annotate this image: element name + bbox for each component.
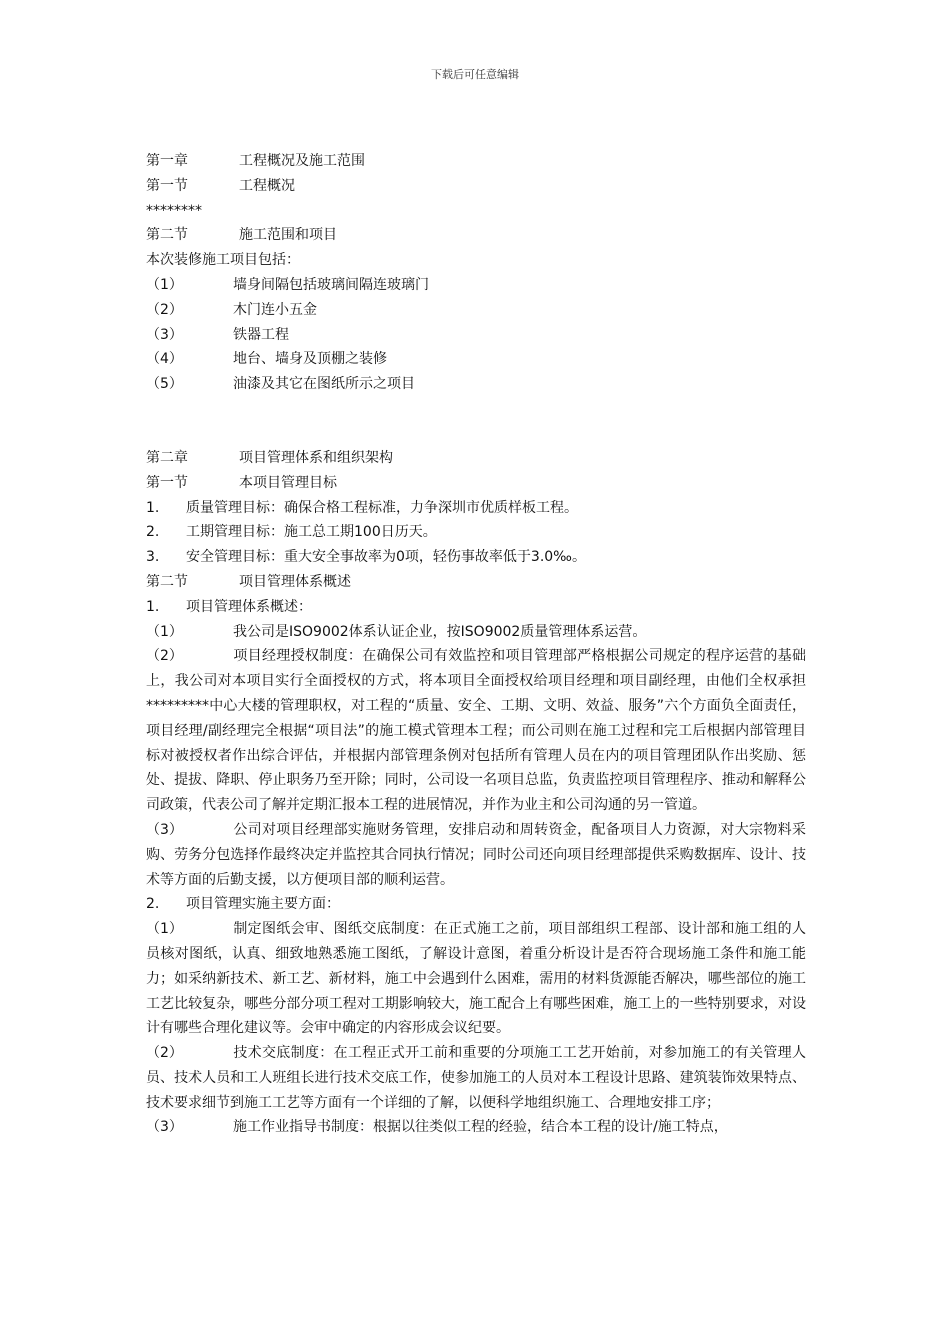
item-number: （4） xyxy=(146,351,183,368)
subheading-number: 2. xyxy=(146,896,160,913)
paragraph-number: （3） xyxy=(146,821,183,838)
section-title: 本项目管理目标 xyxy=(239,474,337,491)
goal-number: 3. xyxy=(146,549,160,566)
list-item xyxy=(146,323,806,348)
paragraph xyxy=(146,818,806,892)
section-label: 第一节 xyxy=(146,474,188,491)
paragraph xyxy=(146,1115,806,1140)
section-label: 第一节 xyxy=(146,177,188,194)
section-title: 工程概况 xyxy=(239,177,295,194)
chapter-label: 第一章 xyxy=(146,153,188,169)
paragraph xyxy=(146,1041,806,1115)
goal-text: 安全管理目标：重大安全事故率为0项，轻伤事故率低于3.0‰。 xyxy=(186,549,586,566)
paragraph xyxy=(146,620,806,645)
subheading-text: 项目管理体系概述： xyxy=(186,598,312,615)
paragraph-text: 项目经理授权制度：在确保公司有效监控和项目管理部严格根据公司规定的程序运营的基础上，我公司对本项目实行全面授权的方式，将本项目全面授权给项目经理和项目副经理，由他们全权承担*********中心大楼的管理职权，对工程的“质量、安全、工期、文明、效益、服务”六个方面负全面责任，项目经理/副经理完全根据“项目法”的施工模式管理本工程；而公司则在施工过程和完工后根据内部管理目标对被授权者作出综合评估，并根据内部管理条例对包括所有管理人员在内的项目管理团队作出奖励、惩处、提拔、降职、停止职务乃至开除；同时，公司设一名项目总监，负责监控项目管理程序、推动和解释公司政策，代表公司了解并定期汇报本工程的进展情况，并作为业主和公司沟通的另一管道。 xyxy=(146,648,806,814)
item-number: （3） xyxy=(146,326,183,343)
item-number: （2） xyxy=(146,301,183,318)
goal-number: 1. xyxy=(146,499,160,516)
section-label: 第二节 xyxy=(146,573,188,590)
item-number: （5） xyxy=(146,376,183,393)
paragraph-text: 技术交底制度：在工程正式开工前和重要的分项施工工艺开始前，对参加施工的有关管理人员、技术人员和工人班组长进行技术交底工作，使参加施工的人员对本工程设计思路、建筑装饰效果特点、技术要求细节到施工工艺等方面有一个详细的了解，以便科学地组织施工、合理地安排工序； xyxy=(146,1045,806,1111)
subheading xyxy=(146,892,806,917)
subheading-number: 1. xyxy=(146,598,160,615)
paragraph-text: 我公司是ISO9002体系认证企业，按ISO9002质量管理体系运营。 xyxy=(233,623,647,640)
section-title: 项目管理体系概述 xyxy=(239,573,351,590)
item-number: （1） xyxy=(146,276,183,293)
paragraph xyxy=(146,644,806,818)
section-heading xyxy=(146,570,806,595)
list-item xyxy=(146,347,806,372)
goal-text: 工期管理目标：施工总工期100日历天。 xyxy=(186,524,437,541)
chapter-heading xyxy=(146,446,806,471)
chapter-label: 第二章 xyxy=(146,449,188,466)
section-heading xyxy=(146,471,806,496)
paragraph-number: （2） xyxy=(146,648,183,665)
section-label: 第二节 xyxy=(146,227,188,244)
list-item xyxy=(146,298,806,323)
spacer xyxy=(146,397,806,446)
paragraph-number: （1） xyxy=(146,921,183,938)
redacted-text: ******** xyxy=(146,202,202,219)
paragraph-number: （2） xyxy=(146,1045,183,1062)
goal-item xyxy=(146,520,806,545)
item-text: 地台、墙身及顶棚之装修 xyxy=(233,351,387,368)
goal-number: 2. xyxy=(146,524,160,541)
list-item xyxy=(146,372,806,397)
scope-intro: 本次装修施工项目包括： xyxy=(146,252,300,269)
list-item xyxy=(146,273,806,298)
item-text: 墙身间隔包括玻璃间隔连玻璃门 xyxy=(233,276,429,293)
section-heading xyxy=(146,223,806,248)
chapter-heading xyxy=(146,149,806,174)
paragraph-number: （1） xyxy=(146,623,183,640)
goal-item xyxy=(146,545,806,570)
paragraph-text: 施工作业指导书制度：根据以往类似工程的经验，结合本工程的设计/施工特点， xyxy=(233,1119,728,1136)
section-title: 施工范围和项目 xyxy=(239,227,337,244)
item-text: 木门连小五金 xyxy=(233,301,317,318)
chapter-title: 项目管理体系和组织架构 xyxy=(239,449,393,466)
subheading xyxy=(146,595,806,620)
subheading-text: 项目管理实施主要方面： xyxy=(186,896,340,913)
paragraph-text: 制定图纸会审、图纸交底制度：在正式施工之前，项目部组织工程部、设计部和施工组的人员核对图纸，认真、细致地熟悉施工图纸，了解设计意图，着重分析设计是否符合现场施工条件和施工能力；如采纳新技术、新工艺、新材料，施工中会遇到什么困难，需用的材料货源能否解决，哪些部位的施工工艺比较复杂，哪些分部分项工程对工期影响较大，施工配合上有哪些困难，施工上的一些特别要求，对设计有哪些合理化建议等。会审中确定的内容形成会议纪要。 xyxy=(146,921,806,1037)
goal-text: 质量管理目标：确保合格工程标准，力争深圳市优质样板工程。 xyxy=(186,499,578,516)
chapter-title: 工程概况及施工范围 xyxy=(239,153,365,169)
item-text: 油漆及其它在图纸所示之项目 xyxy=(233,376,415,393)
paragraph xyxy=(146,917,806,1041)
page-header: 下载后可任意编辑 xyxy=(431,68,519,81)
section-heading xyxy=(146,174,806,199)
goal-item xyxy=(146,496,806,521)
item-text: 铁器工程 xyxy=(233,326,289,343)
document-body xyxy=(146,149,806,1140)
paragraph-number: （3） xyxy=(146,1119,183,1136)
paragraph-text: 公司对项目经理部实施财务管理，安排启动和周转资金，配备项目人力资源，对大宗物料采购、劳务分包选择作最终决定并监控其合同执行情况；同时公司还向项目经理部提供采购数据库、设计、技术等方面的后勤支援，以方便项目部的顺利运营。 xyxy=(146,821,806,888)
